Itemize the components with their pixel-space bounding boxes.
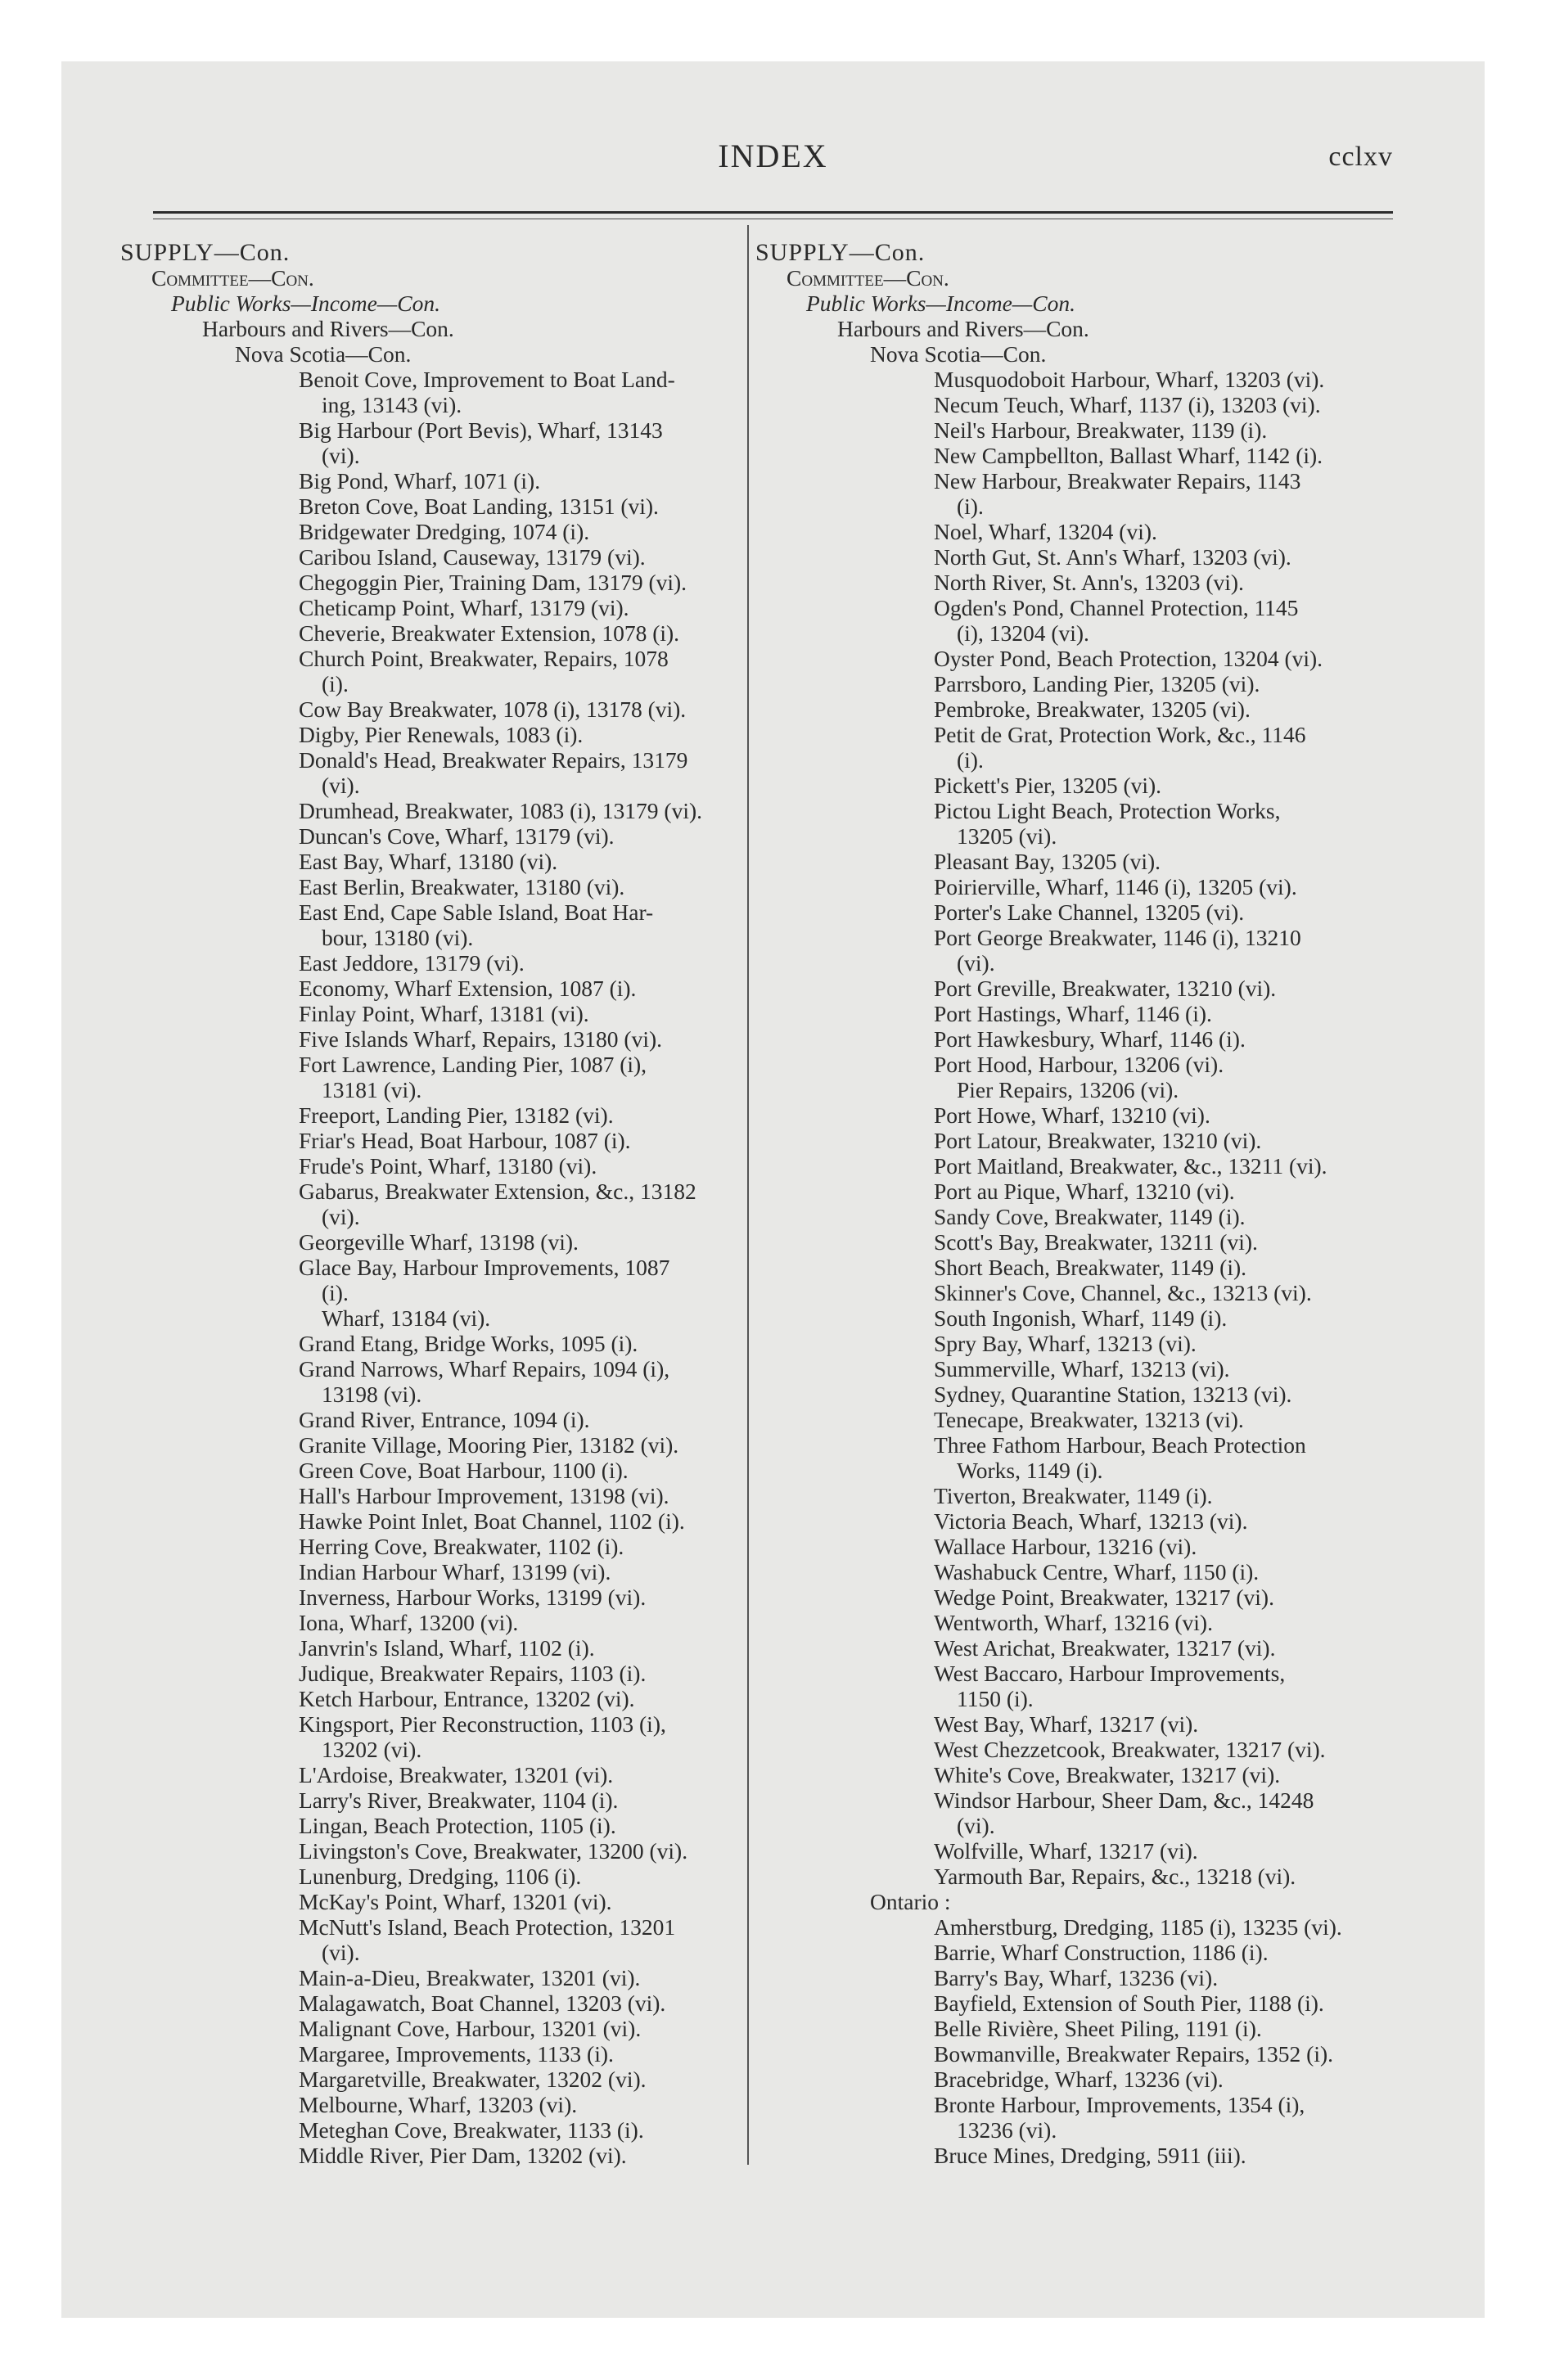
index-entry: Ketch Harbour, Entrance, 13202 (vi). [299,1686,635,1711]
right-column [755,240,1394,2168]
index-entry: White's Cove, Breakwater, 13217 (vi). [934,1762,1281,1787]
index-entry: Skinner's Cove, Channel, &c., 13213 (vi). [934,1280,1312,1305]
index-entry: Porter's Lake Channel, 13205 (vi). [934,899,1245,925]
index-entry: Main-a-Dieu, Breakwater, 13201 (vi). [299,1965,641,1990]
index-entry: Drumhead, Breakwater, 1083 (i), 13179 (vi). [299,798,702,823]
group-heading: Harbours and Rivers—Con. [837,316,1089,341]
index-entry-continuation: (i), 13204 (vi). [957,620,1089,646]
index-entry: Digby, Pier Renewals, 1083 (i). [299,722,584,747]
category-heading: Public Works—Income—Con. [806,291,1075,316]
index-entry: Sydney, Quarantine Station, 13213 (vi). [934,1382,1292,1407]
index-entry: Benoit Cove, Improvement to Boat Land- [299,367,675,392]
index-entry: Fort Lawrence, Landing Pier, 1087 (i), [299,1052,647,1077]
index-entry: Port George Breakwater, 1146 (i), 13210 [934,925,1301,950]
category-heading: Public Works—Income—Con. [171,291,440,316]
index-entry-continuation: ing, 13143 (vi). [322,392,462,417]
index-entry-continuation: 13205 (vi). [957,823,1057,849]
index-entry: Bowmanville, Breakwater Repairs, 1352 (i). [934,2041,1333,2067]
index-entry: Victoria Beach, Wharf, 13213 (vi). [934,1508,1248,1534]
index-entry: North Gut, St. Ann's Wharf, 13203 (vi). [934,544,1291,570]
index-entry: Pembroke, Breakwater, 13205 (vi). [934,696,1251,722]
index-entry-continuation: bour, 13180 (vi). [322,925,474,950]
index-entry-continuation: 13181 (vi). [322,1077,422,1102]
index-entry: Georgeville Wharf, 13198 (vi). [299,1229,579,1255]
index-entry: North River, St. Ann's, 13203 (vi). [934,570,1244,595]
index-entry: Hawke Point Inlet, Boat Channel, 1102 (i). [299,1508,685,1534]
index-entry: Barrie, Wharf Construction, 1186 (i). [934,1940,1269,1965]
index-entry: Port Hawkesbury, Wharf, 1146 (i). [934,1026,1246,1052]
section-heading: SUPPLY—Con. [755,239,926,266]
index-entry-continuation: Works, 1149 (i). [957,1458,1103,1483]
page-number: cclxv [1328,142,1393,172]
index-entry: Glace Bay, Harbour Improvements, 1087 [299,1255,670,1280]
index-entry: Parrsboro, Landing Pier, 13205 (vi). [934,671,1260,696]
index-entry: Poirierville, Wharf, 1146 (i), 13205 (vi). [934,874,1297,899]
index-entry: Short Beach, Breakwater, 1149 (i). [934,1255,1246,1280]
subsection-heading: Committee—Con. [151,265,314,291]
index-entry: Frude's Point, Wharf, 13180 (vi). [299,1153,597,1179]
group-heading: Harbours and Rivers—Con. [202,316,454,341]
index-entry: Hall's Harbour Improvement, 13198 (vi). [299,1483,669,1508]
index-entry: Cheverie, Breakwater Extension, 1078 (i). [299,620,680,646]
index-entry: East Jeddore, 13179 (vi). [299,950,525,976]
index-entry: Malignant Cove, Harbour, 13201 (vi). [299,2016,642,2041]
index-entry: Breton Cove, Boat Landing, 13151 (vi). [299,494,659,519]
index-entry: Bayfield, Extension of South Pier, 1188 (i). [934,1990,1324,2016]
index-entry: Port Howe, Wharf, 13210 (vi). [934,1102,1210,1128]
index-entry: Ogden's Pond, Channel Protection, 1145 [934,595,1299,620]
index-entry: Church Point, Breakwater, Repairs, 1078 [299,646,669,671]
index-entry: Musquodoboit Harbour, Wharf, 13203 (vi). [934,367,1325,392]
index-entry: Five Islands Wharf, Repairs, 13180 (vi). [299,1026,662,1052]
index-entry: Port Maitland, Breakwater, &c., 13211 (vi). [934,1153,1327,1179]
province-heading: Nova Scotia—Con. [870,341,1047,367]
index-entry: Big Pond, Wharf, 1071 (i). [299,468,541,494]
index-entry: Bronte Harbour, Improvements, 1354 (i), [934,2092,1305,2117]
index-entry: Malagawatch, Boat Channel, 13203 (vi). [299,1990,666,2016]
index-entry-continuation: 13198 (vi). [322,1382,422,1407]
index-entry: Herring Cove, Breakwater, 1102 (i). [299,1534,624,1559]
page-title: INDEX [718,137,828,174]
index-entry: Margaretville, Breakwater, 13202 (vi). [299,2067,647,2092]
index-entry: Neil's Harbour, Breakwater, 1139 (i). [934,417,1268,443]
index-entry: Pictou Light Beach, Protection Works, [934,798,1281,823]
index-subentry: Wharf, 13184 (vi). [322,1305,491,1331]
index-entry: Green Cove, Boat Harbour, 1100 (i). [299,1458,629,1483]
index-entry: Caribou Island, Causeway, 13179 (vi). [299,544,646,570]
index-entry: Donald's Head, Breakwater Repairs, 13179 [299,747,688,773]
section-heading: SUPPLY—Con. [120,239,291,266]
index-entry: Melbourne, Wharf, 13203 (vi). [299,2092,578,2117]
index-entry: Margaree, Improvements, 1133 (i). [299,2041,614,2067]
index-entry: Noel, Wharf, 13204 (vi). [934,519,1157,544]
index-entry: Port Latour, Breakwater, 13210 (vi). [934,1128,1262,1153]
index-entry: East Berlin, Breakwater, 13180 (vi). [299,874,625,899]
index-entry-continuation: (vi). [322,443,360,468]
index-entry-continuation: (vi). [957,950,995,976]
index-entry: Amherstburg, Dredging, 1185 (i), 13235 (vi). [934,1914,1342,1940]
index-entry: Gabarus, Breakwater Extension, &c., 13182 [299,1179,696,1204]
index-entry: West Bay, Wharf, 13217 (vi). [934,1711,1199,1737]
index-entry: Livingston's Cove, Breakwater, 13200 (vi). [299,1838,688,1864]
province-heading: Nova Scotia—Con. [235,341,412,367]
index-entry: Pickett's Pier, 13205 (vi). [934,773,1162,798]
index-entry: Bracebridge, Wharf, 13236 (vi). [934,2067,1224,2092]
index-entry: Wedge Point, Breakwater, 13217 (vi). [934,1584,1274,1610]
index-entry: Judique, Breakwater Repairs, 1103 (i). [299,1661,647,1686]
index-entry: Bridgewater Dredging, 1074 (i). [299,519,590,544]
index-entry: Lunenburg, Dredging, 1106 (i). [299,1864,582,1889]
index-entry: Duncan's Cove, Wharf, 13179 (vi). [299,823,615,849]
index-entry: Tenecape, Breakwater, 13213 (vi). [934,1407,1244,1432]
index-entry-continuation: (i). [957,494,984,519]
index-entry-continuation: 13202 (vi). [322,1737,422,1762]
index-entry: Meteghan Cove, Breakwater, 1133 (i). [299,2117,644,2143]
index-entry: East End, Cape Sable Island, Boat Har- [299,899,654,925]
index-entry: West Arichat, Breakwater, 13217 (vi). [934,1635,1276,1661]
index-entry: Wolfville, Wharf, 13217 (vi). [934,1838,1198,1864]
subsection-heading: Committee—Con. [787,265,949,291]
index-entry: Spry Bay, Wharf, 13213 (vi). [934,1331,1197,1356]
index-entry: Inverness, Harbour Works, 13199 (vi). [299,1584,647,1610]
index-entry: West Baccaro, Harbour Improvements, [934,1661,1286,1686]
index-entry-continuation: (i). [957,747,984,773]
index-entry: Yarmouth Bar, Repairs, &c., 13218 (vi). [934,1864,1296,1889]
index-entry: Janvrin's Island, Wharf, 1102 (i). [299,1635,595,1661]
index-entry: East Bay, Wharf, 13180 (vi). [299,849,558,874]
index-entry: Oyster Pond, Beach Protection, 13204 (vi). [934,646,1323,671]
left-column [120,240,744,2168]
index-entry: Cheticamp Point, Wharf, 13179 (vi). [299,595,629,620]
index-entry: McNutt's Island, Beach Protection, 13201 [299,1914,676,1940]
index-entry: Finlay Point, Wharf, 13181 (vi). [299,1001,589,1026]
index-entry: Friar's Head, Boat Harbour, 1087 (i). [299,1128,631,1153]
index-entry: Petit de Grat, Protection Work, &c., 1146 [934,722,1306,747]
index-entry: New Campbellton, Ballast Wharf, 1142 (i). [934,443,1323,468]
index-entry: Iona, Wharf, 13200 (vi). [299,1610,519,1635]
index-entry: Scott's Bay, Breakwater, 13211 (vi). [934,1229,1258,1255]
index-entry: Tiverton, Breakwater, 1149 (i). [934,1483,1213,1508]
index-entry: Pleasant Bay, 13205 (vi). [934,849,1161,874]
index-entry: Summerville, Wharf, 13213 (vi). [934,1356,1230,1382]
index-entry-continuation: (vi). [322,1940,360,1965]
index-entry: Washabuck Centre, Wharf, 1150 (i). [934,1559,1260,1584]
index-entry: Kingsport, Pier Reconstruction, 1103 (i), [299,1711,666,1737]
index-entry: Bruce Mines, Dredging, 5911 (iii). [934,2143,1246,2168]
index-entry-continuation: (vi). [957,1813,995,1838]
index-entry: Middle River, Pier Dam, 13202 (vi). [299,2143,627,2168]
index-entry-continuation: 13236 (vi). [957,2117,1057,2143]
index-subentry: Pier Repairs, 13206 (vi). [957,1077,1179,1102]
index-entry: Windsor Harbour, Sheer Dam, &c., 14248 [934,1787,1314,1813]
index-entry: Wentworth, Wharf, 13216 (vi). [934,1610,1213,1635]
index-entry: Port au Pique, Wharf, 13210 (vi). [934,1179,1235,1204]
index-entry: Port Hood, Harbour, 13206 (vi). [934,1052,1224,1077]
index-entry: Sandy Cove, Breakwater, 1149 (i). [934,1204,1246,1229]
index-entry: Port Hastings, Wharf, 1146 (i). [934,1001,1212,1026]
index-entry: Barry's Bay, Wharf, 13236 (vi). [934,1965,1219,1990]
index-entry: Grand River, Entrance, 1094 (i). [299,1407,590,1432]
running-head [61,137,1485,186]
index-entry: Lingan, Beach Protection, 1105 (i). [299,1813,616,1838]
index-entry-continuation: (vi). [322,1204,360,1229]
index-entry: Chegoggin Pier, Training Dam, 13179 (vi). [299,570,687,595]
index-entry: New Harbour, Breakwater Repairs, 1143 [934,468,1301,494]
province-heading: Ontario : [870,1889,951,1914]
index-entry-continuation: (i). [322,1280,349,1305]
index-entry: L'Ardoise, Breakwater, 13201 (vi). [299,1762,614,1787]
index-entry: Grand Narrows, Wharf Repairs, 1094 (i), [299,1356,670,1382]
index-entry-continuation: (i). [322,671,349,696]
index-entry: Port Greville, Breakwater, 13210 (vi). [934,976,1277,1001]
index-entry: Freeport, Landing Pier, 13182 (vi). [299,1102,614,1128]
index-entry: Wallace Harbour, 13216 (vi). [934,1534,1197,1559]
book-page [61,61,1485,2318]
index-entry-continuation: 1150 (i). [957,1686,1034,1711]
index-entry: McKay's Point, Wharf, 13201 (vi). [299,1889,612,1914]
index-entry: Three Fathom Harbour, Beach Protection [934,1432,1306,1458]
index-entry: Belle Rivière, Sheet Piling, 1191 (i). [934,2016,1262,2041]
column-divider [747,225,749,2165]
index-entry: West Chezzetcook, Breakwater, 13217 (vi). [934,1737,1326,1762]
index-entry: Necum Teuch, Wharf, 1137 (i), 13203 (vi). [934,392,1321,417]
index-entry: Cow Bay Breakwater, 1078 (i), 13178 (vi). [299,696,687,722]
index-entry: Big Harbour (Port Bevis), Wharf, 13143 [299,417,663,443]
index-entry: Indian Harbour Wharf, 13199 (vi). [299,1559,611,1584]
index-entry: Grand Etang, Bridge Works, 1095 (i). [299,1331,638,1356]
index-entry: Larry's River, Breakwater, 1104 (i). [299,1787,619,1813]
index-entry: South Ingonish, Wharf, 1149 (i). [934,1305,1228,1331]
index-entry-continuation: (vi). [322,773,360,798]
index-entry: Granite Village, Mooring Pier, 13182 (vi). [299,1432,679,1458]
header-rule-thick [153,211,1393,214]
index-entry: Economy, Wharf Extension, 1087 (i). [299,976,637,1001]
